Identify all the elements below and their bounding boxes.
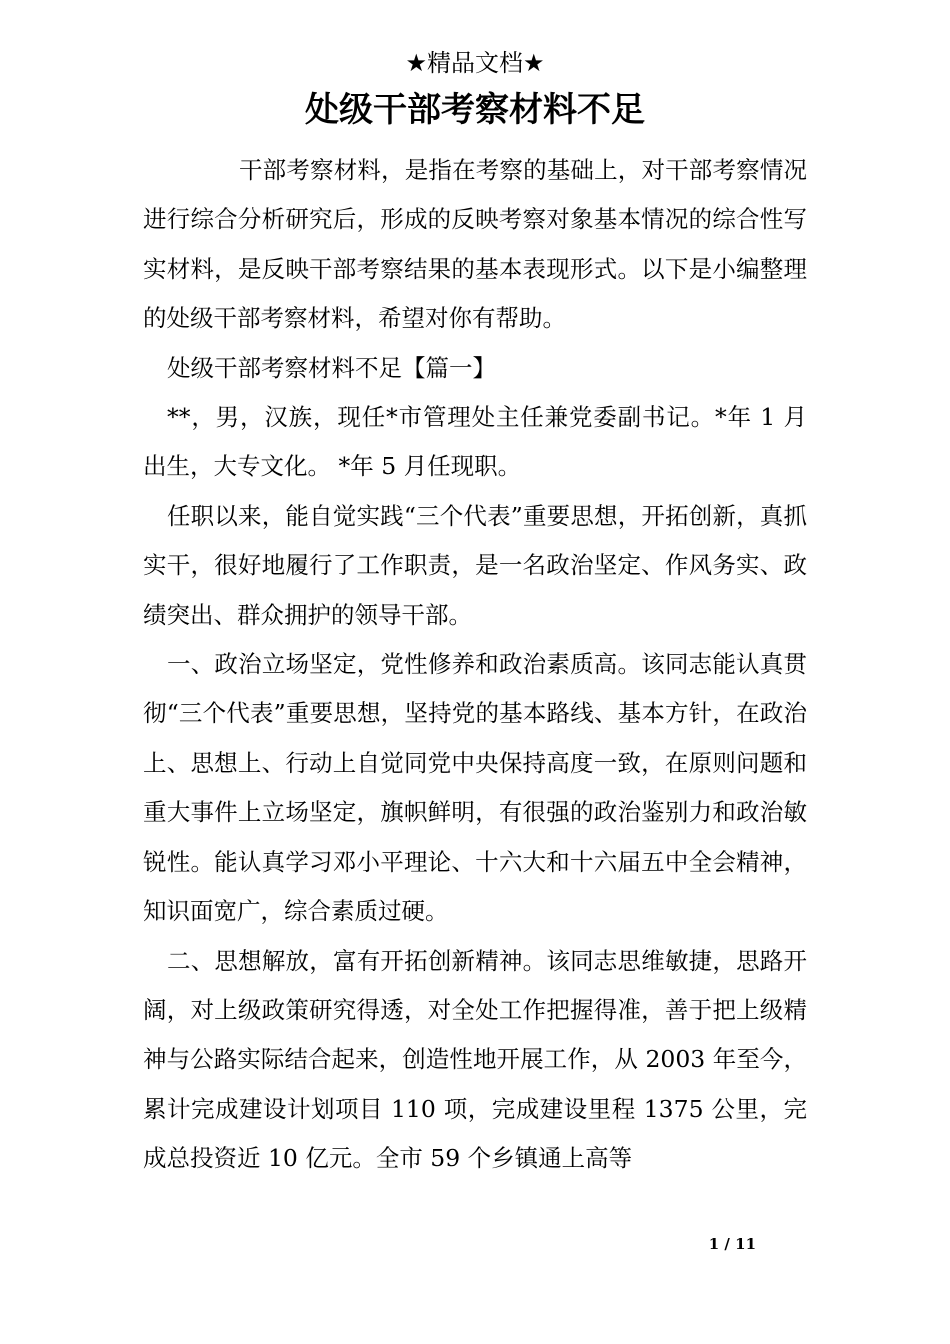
section-heading: 处级干部考察材料不足【篇一】	[167, 353, 496, 382]
paragraph-point-two: 二、思想解放，富有开拓创新精神。该同志思维敏捷，思路开阔，对上级政策研究得透，对全处工作把握得准，善于把上级精神与公路实际结合起来，创造性地开展工作，从 2003 年至今，累计完成建设计划项目 110 项，完成建设里程 1375 公里，完成总投资近 10 亿元。全市 59 个乡镇通上高等	[143, 946, 807, 1173]
paragraph-point-one: 一、政治立场坚定，党性修养和政治素质高。该同志能认真贯彻“三个代表”重要思想，坚持党的基本路线、基本方针，在政治上、思想上、行动上自觉同党中央保持高度一致，在原则问题和重大事件上立场坚定，旗帜鲜明，有很强的政治鉴别力和政治敏锐性。能认真学习邓小平理论、十六大和十六届五中全会精神，知识面宽广，综合素质过硬。	[143, 650, 807, 926]
page-number: 1 / 11	[708, 1235, 756, 1253]
paragraph-summary: 任职以来，能自觉实践“三个代表”重要思想，开拓创新，真抓实干，很好地履行了工作职责，是一名政治坚定、作风务实、政绩突出、群众拥护的领导干部。	[143, 501, 807, 629]
paragraph-intro: 干部考察材料，是指在考察的基础上，对干部考察情况进行综合分析研究后，形成的反映考察对象基本情况的综合性写实材料，是反映干部考察结果的基本表现形式。以下是小编整理的处级干部考察材料，希望对你有帮助。	[143, 156, 807, 333]
paragraph-profile: **，男，汉族，现任*市管理处主任兼党委副书记。*年 1 月出生，大专文化。 *年 5 月任现职。	[143, 403, 807, 481]
header-banner: ★精品文档★	[405, 49, 545, 77]
document-title: 处级干部考察材料不足	[305, 90, 645, 130]
document-body	[143, 146, 807, 1184]
